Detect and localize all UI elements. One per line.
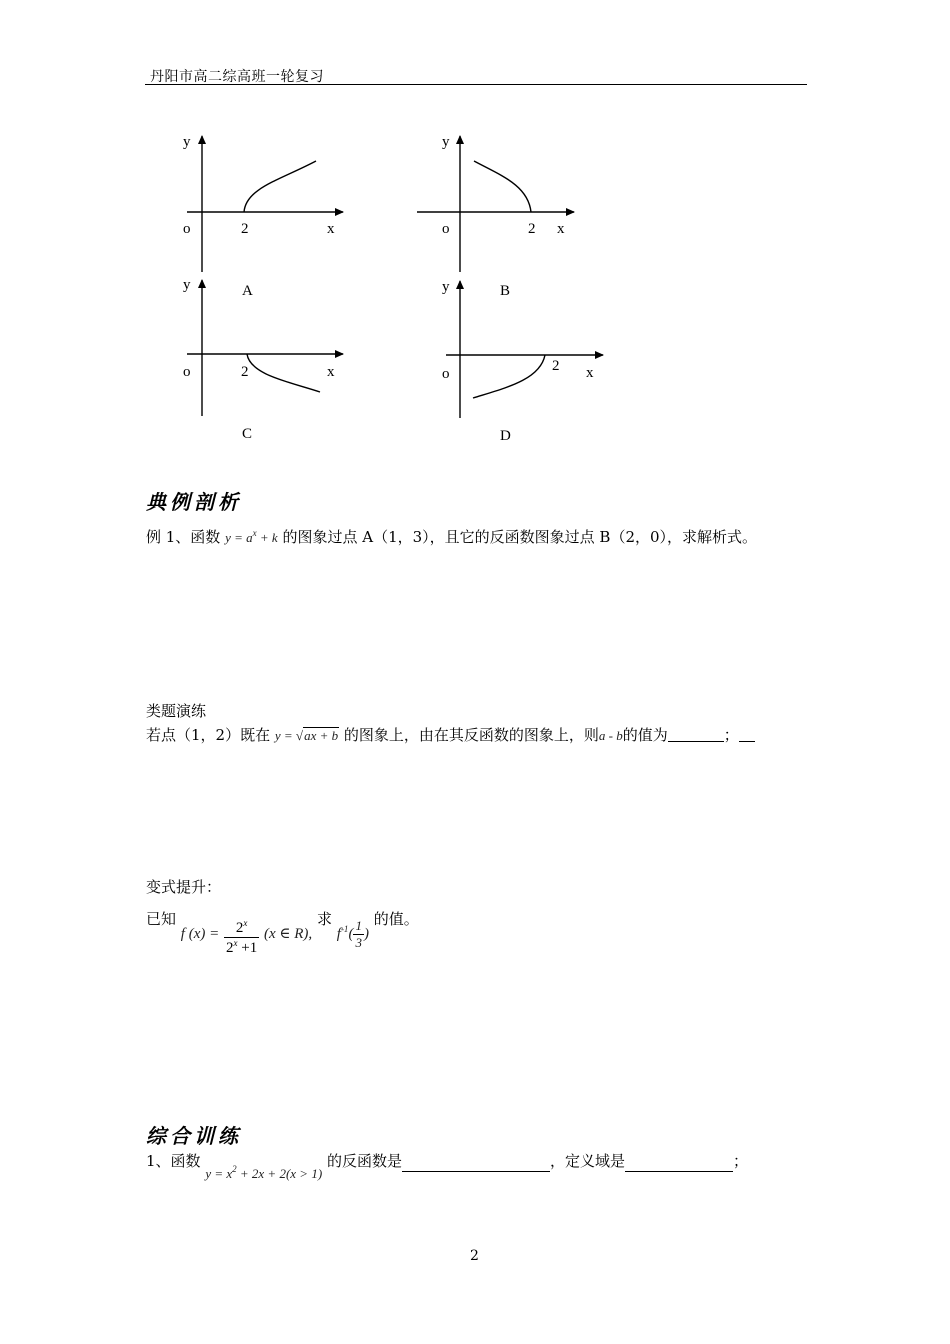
graph-c-curve (247, 354, 320, 392)
practice-prefix: 若点（1，2）既在 (146, 726, 271, 744)
graph-c-tick-label: 2 (241, 364, 249, 380)
answer-graphs (0, 0, 950, 460)
graph-b-x-label: x (557, 221, 565, 237)
graph-d-x-label: x (586, 365, 594, 381)
practice-question (146, 724, 755, 745)
graph-c-caption: C (242, 426, 253, 442)
section-title-training: 综合训练 (146, 1124, 242, 1148)
question-1-middle: 的反函数是 (326, 1152, 402, 1170)
question-1-end: ； (732, 1152, 748, 1170)
variant-domain: (x ∈ R), (264, 926, 313, 942)
variant-title: 变式提升： (146, 878, 222, 896)
variant-ask: 求 (316, 910, 332, 928)
practice-formula-ab: a - b (598, 728, 623, 743)
practice-end: ； (723, 726, 739, 744)
example-1 (146, 526, 757, 547)
practice-middle: 的图象上，由在其反函数的图象上，则 (343, 726, 599, 744)
graph-d-origin-label: o (442, 366, 450, 382)
variant-prefix: 已知 (146, 910, 177, 928)
graph-a-origin-label: o (183, 221, 191, 237)
graph-d-curve (473, 355, 545, 398)
page-header-title: 丹阳市高二综高班一轮复习 (150, 69, 324, 85)
practice-suffix: 的值为 (622, 726, 668, 744)
graph-b-tick-label: 2 (528, 221, 536, 237)
practice-answer-blank[interactable] (668, 727, 724, 742)
graph-c-origin-label: o (183, 364, 191, 380)
variant-fraction: $\frac{2^x}{2^x +1}$ (226, 917, 258, 956)
variant-f-lhs: f (x) = (180, 926, 220, 942)
graph-a-x-label: x (327, 221, 335, 237)
question-1-inverse-blank[interactable] (402, 1157, 550, 1172)
graph-a-curve (244, 161, 316, 212)
question-1 (146, 1150, 748, 1182)
graph-d-y-label: y (442, 279, 450, 295)
graph-b-caption: B (500, 283, 511, 299)
section-title-examples: 典例剖析 (146, 490, 242, 514)
practice-answer-blank-2[interactable] (739, 727, 755, 742)
question-1-middle2: ，定义域是 (549, 1152, 625, 1170)
practice-title: 类题演练 (146, 702, 207, 720)
graph-c-x-label: x (327, 364, 335, 380)
graph-a-tick-label: 2 (241, 221, 249, 237)
question-1-formula: $y = x^2 + 2x + 2(x > 1)$ (205, 1164, 323, 1181)
example-1-formula: $y = a^x + k$ (225, 528, 278, 545)
graph-b-curve (474, 161, 531, 212)
graph-b-origin-label: o (442, 221, 450, 237)
example-1-suffix: 的图象过点 A（1，3），且它的反函数图象过点 B（2，0），求解析式。 (282, 528, 758, 546)
question-1-domain-blank[interactable] (625, 1157, 733, 1172)
variant-end: 的值。 (373, 910, 419, 928)
graph-a-y-label: y (183, 134, 191, 150)
practice-formula: y = √ax + b (274, 728, 339, 743)
example-1-prefix: 例 1、函数 (146, 528, 221, 546)
graph-a-caption: A (242, 283, 253, 299)
question-1-prefix: 1、函数 (146, 1152, 201, 1170)
variant-inverse: $f^{-1}$( $\frac{1}{3}$ ) (336, 918, 369, 951)
variant-question (146, 908, 419, 957)
page-number: 2 (470, 1248, 479, 1264)
graph-b-y-label: y (442, 134, 450, 150)
graph-d-tick-label: 2 (552, 358, 560, 374)
graph-d-caption: D (500, 428, 511, 444)
graph-c-y-label: y (183, 277, 191, 293)
